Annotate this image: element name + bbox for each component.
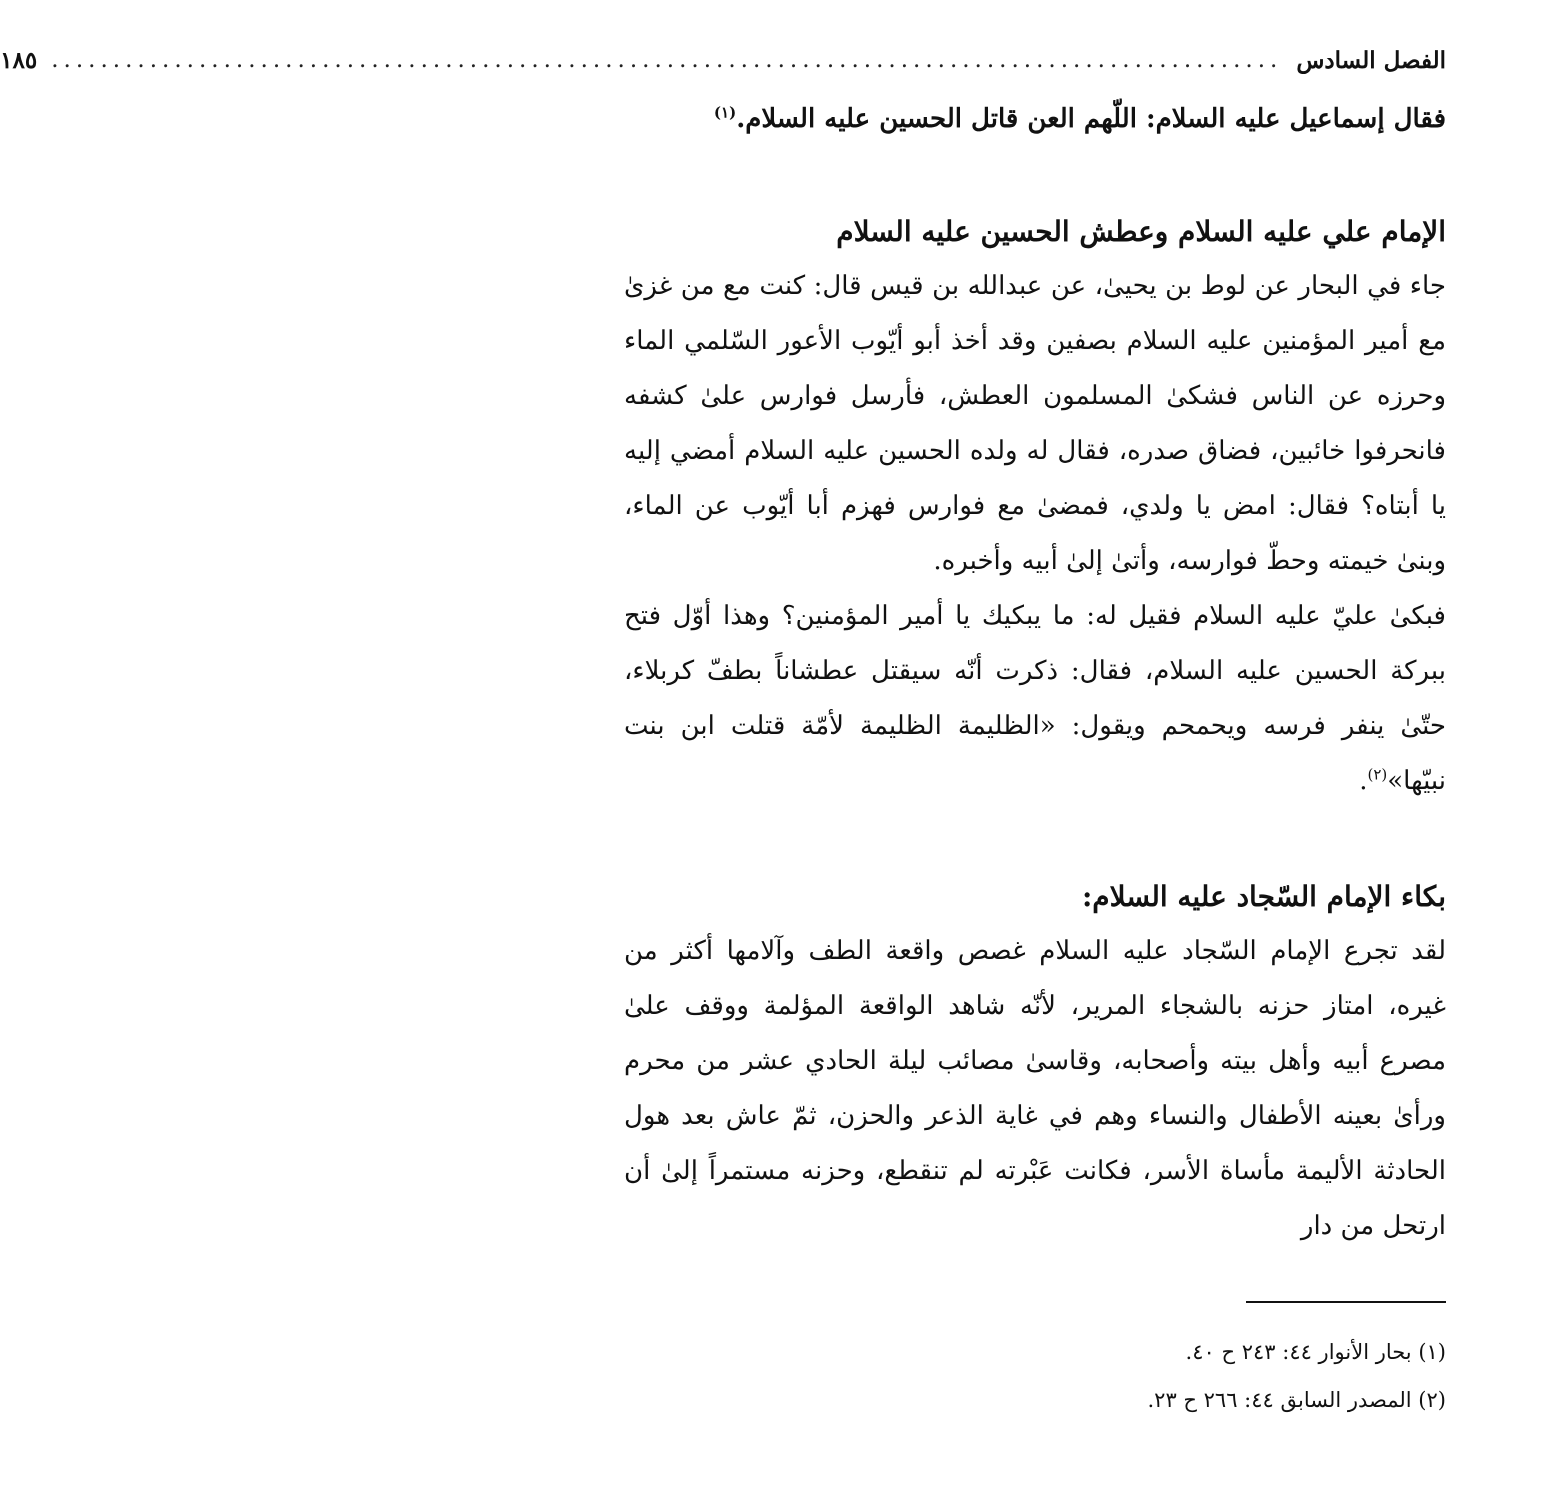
opening-line-text: فقال إسماعيل عليه السلام: اللّهم العن قاتل الحسين عليه السلام. xyxy=(736,104,1446,134)
running-header xyxy=(0,40,1446,80)
footnote-1: (١) بحار الأنوار ٤٤: ٢٤٣ ح ٤٠. xyxy=(1185,1340,1446,1364)
leader-dots: .................................................................................................... xyxy=(51,47,1283,73)
footnote-ref-2: (٢) xyxy=(1367,765,1388,784)
main-text xyxy=(624,92,1446,1254)
footnote-ref-1: (١) xyxy=(713,103,737,122)
paragraph-ali-thirst-1: جاء في البحار عن لوط بن يحيىٰ، عن عبدالله بن قيس قال: كنت مع من غزىٰ مع أمير المؤمنين عليه السلام بصفين وقد أخذ أبو أيّوب الأعور السّلمي الماء وحرزه عن الناس فشكىٰ المسلمون العطش، فأرسل فوارس علىٰ كشفه فانحرفوا خائبين، فضاق صدره، فقال له ولده الحسين عليه السلام أمضي إليه يا أبتاه؟ فقال: امض يا ولدي، فمضىٰ مع فوارس فهزم أبا أيّوب عن الماء، وبنىٰ خيمته وحطّ فوارسه، وأتىٰ إلىٰ أبيه وأخبره. xyxy=(624,271,1446,576)
footnotes xyxy=(624,1328,1446,1424)
footnote-2: (٢) المصدر السابق ٤٤: ٢٦٦ ح ٢٣. xyxy=(1147,1388,1446,1412)
section-spacer xyxy=(624,809,1446,869)
page-number: ١٨٥ xyxy=(0,46,38,74)
opening-line xyxy=(624,92,1446,147)
section-heading-ali-thirst: الإمام علي عليه السلام وعطش الحسين عليه السلام xyxy=(836,215,1446,248)
paragraph-ali-thirst-2-text: فبكىٰ عليّ عليه السلام فقيل له: ما يبكيك يا أمير المؤمنين؟ وهذا أوّل فتح ببركة الحسين عليه السلام، فقال: ذكرت أنّه سيقتل عطشاناً بطفّ كربلاء، حتّىٰ ينفر فرسه ويحمحم ويقول: «الظليمة الظليمة لأمّة قتلت ابن بنت نبيّها» xyxy=(624,601,1446,796)
section-heading-sajjad-weeping: بكاء الإمام السّجاد عليه السلام: xyxy=(1081,880,1446,913)
paragraph-sajjad-weeping-1: لقد تجرع الإمام السّجاد عليه السلام غصص واقعة الطف وآلامها أكثر من غيره، امتاز حزنه بالشجاء المرير، لأنّه شاهد الواقعة المؤلمة ووقف علىٰ مصرع أبيه وأهل بيته وأصحابه، وقاسىٰ مصائب ليلة الحادي عشر من محرم ورأىٰ بعينه الأطفال والنساء وهم في غاية الذعر والحزن، ثمّ عاش بعد هول الحادثة الأليمة مأساة الأسر، فكانت عَبْرته لم تنقطع، وحزنه مستمراً إلىٰ أن ارتحل من دار xyxy=(624,936,1446,1241)
footnote-divider xyxy=(1246,1301,1446,1303)
section-spacer xyxy=(624,147,1446,204)
chapter-title: الفصل السادس xyxy=(1296,46,1446,74)
paragraph-ali-thirst-2: فبكىٰ عليّ عليه السلام فقيل له: ما يبكيك يا أمير المؤمنين؟ وهذا أوّل فتح ببركة الحسين عليه السلام، فقال: ذكرت أنّه سيقتل عطشاناً بطفّ كربلاء، حتّىٰ ينفر فرسه ويحمحم ويقول: «الظليمة الظليمة لأمّة قتلت ابن بنت نبيّها»$^{(٢)}$. xyxy=(624,601,1446,796)
